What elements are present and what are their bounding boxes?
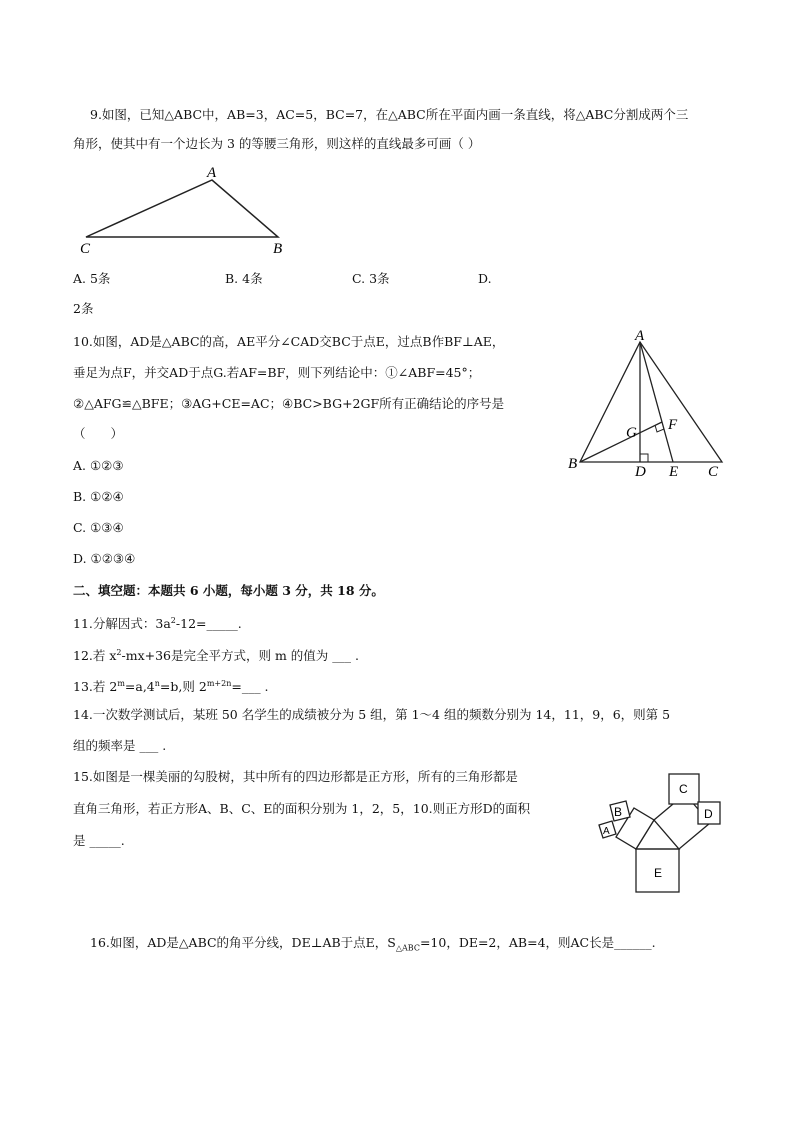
section-title: 二、填空题：本题共 6 小题，每小题 3 分，共 18 分。: [73, 583, 384, 598]
q9-option-d-cont: 2条: [73, 301, 94, 316]
bisector-ae: [640, 342, 673, 462]
q14-line1: 14.一次数学测试后，某班 50 名学生的成绩被分为 5 组，第 1～4 组的频数分别为 14，11，9，6，则第 5: [73, 707, 671, 722]
q15-pythagoras-tree: [595, 765, 755, 900]
label-e: E: [669, 464, 679, 480]
q10-option-b: B. ①②④: [73, 489, 124, 504]
label-c: C: [679, 782, 688, 796]
q9-option-c: C. 3条: [352, 271, 390, 286]
q9-option-d: D.: [478, 271, 492, 286]
q13-e1: m: [117, 679, 125, 688]
q9-triangle-figure: [70, 160, 300, 260]
label-b: B: [273, 241, 283, 257]
q13-p2: =a,4: [124, 679, 155, 695]
q9-option-a: A. 5条: [73, 271, 111, 286]
q13-e2: n: [154, 679, 160, 688]
q13-p4: =___ .: [231, 679, 269, 695]
q11: [73, 613, 242, 632]
label-d: D: [635, 464, 646, 480]
label-a: A: [207, 165, 217, 181]
q13: [73, 676, 269, 695]
q10-line3: ②△AFG≌△BFE；③AG+CE=AC；④BC>BG+2GF所有正确结论的序号是: [73, 396, 505, 411]
label-c: C: [80, 241, 91, 257]
q16-p2: =10，DE=2，AB=4，则AC长是______.: [419, 935, 656, 950]
q11-exp: 2: [170, 616, 176, 625]
q10-option-a: A. ①②③: [73, 458, 124, 473]
q15-line1: 15.如图是一棵美丽的勾股树，其中所有的四边形都是正方形，所有的三角形都是: [73, 769, 518, 784]
q10-line1: 10.如图，AD是△ABC的高，AE平分∠CAD交BC于点E，过点B作BF⊥AE，: [73, 334, 505, 349]
q10-line2: 垂足为点F，并交AD于点G.若AF=BF，则下列结论中：①∠ABF=45°；: [73, 365, 481, 380]
q15-line2: 直角三角形，若正方形A、B、C、E的面积分别为 1，2，5，10.则正方形D的面积: [73, 801, 531, 816]
q14-line2: 组的频率是 ___ .: [73, 738, 167, 753]
q10-paren: （ ）: [73, 426, 124, 441]
q12-mid: -mx+36是完全平方式，则 m 的值为 ___ .: [121, 648, 359, 664]
q10-option-c: C. ①③④: [73, 520, 124, 535]
q9-line1: 9.如图，已知△ABC中，AB=3，AC=5，BC=7，在△ABC所在平面内画一条直线，将△ABC分割成两个三: [90, 107, 689, 122]
q12: [73, 645, 359, 664]
label-d: D: [704, 807, 713, 821]
q9-line2: 角形，使其中有一个边长为 3 的等腰三角形，则这样的直线最多可画（ ）: [73, 136, 481, 151]
right-angle-d: [640, 454, 648, 462]
q11-prefix: 11.分解因式：3a: [73, 616, 171, 632]
q15-line3: 是 _____.: [73, 833, 125, 848]
label-b: B: [614, 805, 623, 819]
q16-p1: 16.如图，AD是△ABC的角平分线，DE⊥AB于点E，S: [90, 935, 396, 950]
q16-sub: △ABC: [395, 943, 420, 953]
label-a: A: [603, 826, 610, 837]
q11-suffix: -12=_____.: [175, 616, 242, 632]
q16: [90, 935, 656, 957]
segment-bf: [580, 422, 662, 462]
q10-option-d: D. ①②③④: [73, 551, 136, 566]
label-f: F: [668, 417, 678, 433]
q12-prefix: 12.若 x: [73, 648, 117, 664]
triangle-abc: [86, 180, 278, 237]
q13-p1: 13.若 2: [73, 679, 118, 695]
q13-p3: =b,则 2: [159, 679, 207, 695]
label-b: B: [568, 456, 578, 472]
q13-e3: m+2n: [206, 679, 232, 688]
q12-exp: 2: [116, 648, 122, 657]
triangle-abc: [580, 342, 722, 462]
label-c: C: [708, 464, 719, 480]
q10-triangle-figure: [565, 330, 735, 480]
label-e: E: [654, 866, 663, 880]
label-g: G: [626, 425, 637, 441]
q9-option-b: B. 4条: [225, 271, 263, 286]
label-a: A: [635, 330, 645, 344]
